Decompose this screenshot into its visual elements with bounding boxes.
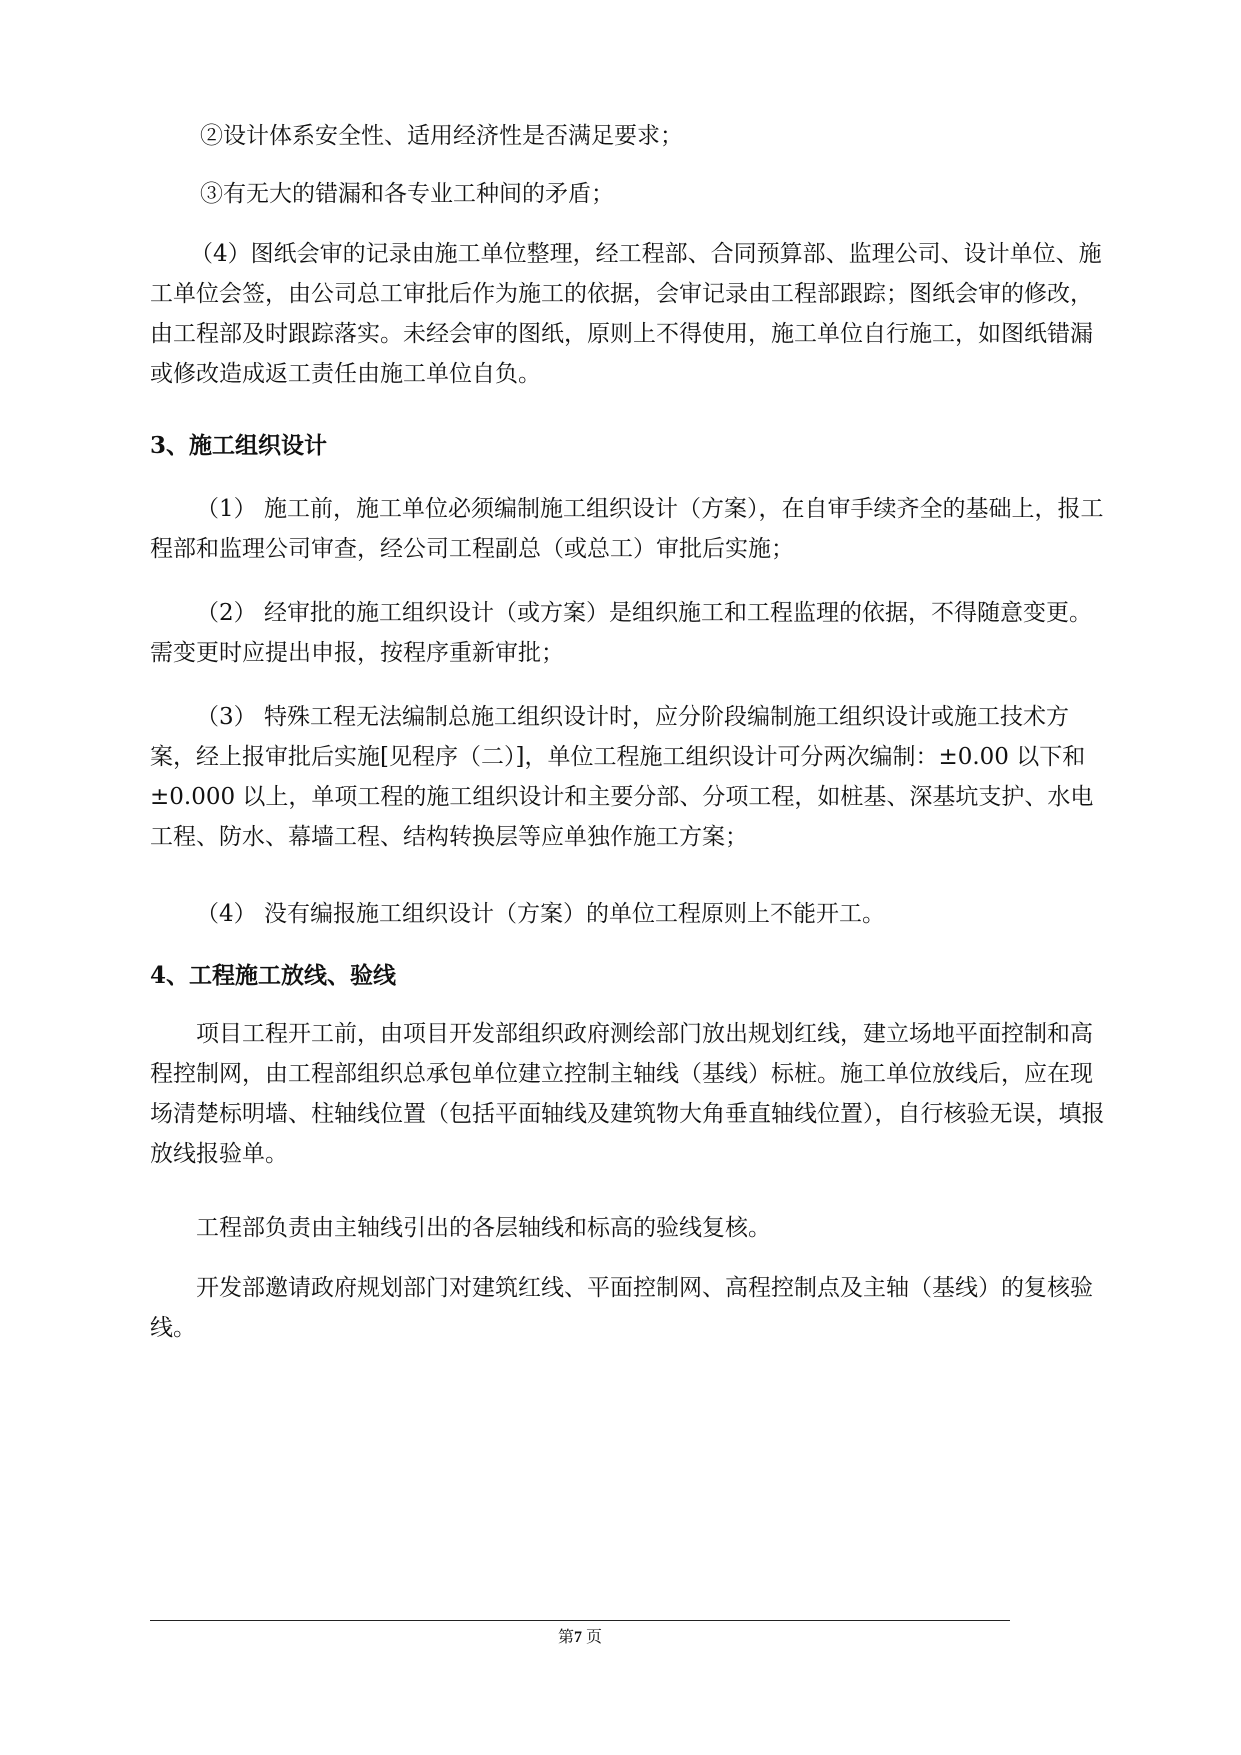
paragraph-engineering-dept-check: 工程部负责由主轴线引出的各层轴线和标高的验线复核。 <box>196 1215 771 1241</box>
footer-suffix: 页 <box>586 1629 603 1646</box>
paragraph-drawing-review-records: （4）图纸会审的记录由施工单位整理，经工程部、合同预算部、监理公司、设计单位、施工单位会签，由公司总工审批后作为施工的依据，会审记录由工程部跟踪；图纸会审的修改，由工程部及时跟踪落实。未经会审的图纸，原则上不得使用，施工单位自行施工，如图纸错漏或修改造成返工责任由施工单位自负。 <box>150 241 1102 387</box>
section-heading-construction-organization: 3、施工组织设计 <box>150 432 328 459</box>
footer-prefix: 第 <box>557 1629 574 1646</box>
footer-page-number: 7 <box>574 1629 582 1646</box>
paragraph-errors-conflicts: ③有无大的错漏和各专业工种间的矛盾； <box>200 181 614 207</box>
paragraph-org-design-3: （3） 特殊工程无法编制总施工组织设计时，应分阶段编制施工组织设计或施工技术方案，经上报审批后实施[见程序（二）]，单位工程施工组织设计可分两次编制：±0.00 以下和±0.000 以上，单项工程的施工组织设计和主要分部、分项工程，如桩基、深基坑支护、水电工程、防水、幕墙工程、结构转换层等应单独作施工方案； <box>150 704 1094 850</box>
paragraph-org-design-4: （4） 没有编报施工组织设计（方案）的单位工程原则上不能开工。 <box>196 901 885 927</box>
paragraph-org-design-1: （1） 施工前，施工单位必须编制施工组织设计（方案），在自审手续齐全的基础上，报工程部和监理公司审查，经公司工程副总（或总工）审批后实施； <box>150 496 1104 562</box>
section-heading-layout-lines: 4、工程施工放线、验线 <box>150 962 397 989</box>
footer-divider <box>150 1620 1010 1621</box>
page-number-footer <box>150 1627 1010 1649</box>
paragraph-development-dept-check: 开发部邀请政府规划部门对建筑红线、平面控制网、高程控制点及主轴（基线）的复核验线。 <box>150 1275 1093 1341</box>
paragraph-org-design-2: （2） 经审批的施工组织设计（或方案）是组织施工和工程监理的依据，不得随意变更。需变更时应提出申报，按程序重新审批； <box>150 600 1092 666</box>
paragraph-design-safety: ②设计体系安全性、适用经济性是否满足要求； <box>200 123 683 149</box>
paragraph-layout-lines-intro: 项目工程开工前，由项目开发部组织政府测绘部门放出规划红线，建立场地平面控制和高程控制网，由工程部组织总承包单位建立控制主轴线（基线）标桩。施工单位放线后，应在现场清楚标明墙、柱轴线位置（包括平面轴线及建筑物大角垂直轴线位置），自行核验无误，填报放线报验单。 <box>150 1021 1105 1167</box>
